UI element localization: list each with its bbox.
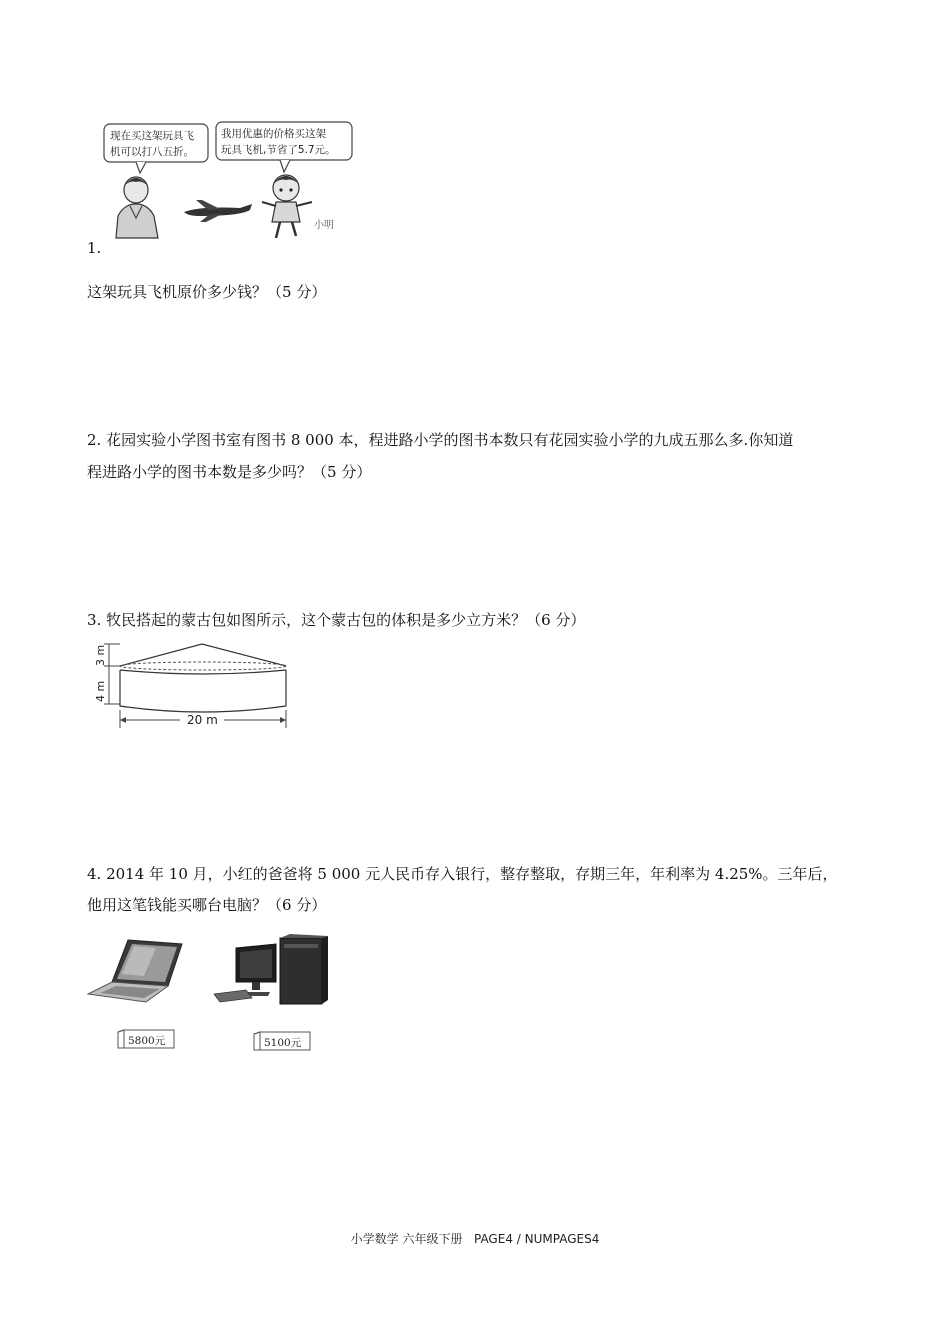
bubble-right-line2: 玩具飞机,节省了5.7元。 [221, 144, 336, 156]
q1-number: 1. [87, 239, 102, 257]
desktop-computer-icon [212, 934, 332, 1010]
desktop-price: 5100元 [264, 1037, 302, 1049]
boy-figure [116, 177, 158, 238]
speech-bubble-left [104, 124, 208, 173]
page-footer [0, 1230, 950, 1247]
footer-subject: 小学数学 六年级下册 [350, 1232, 463, 1246]
laptop-price-tag [114, 1028, 178, 1052]
q2-line1: 2. 花园实验小学图书室有图书 8 000 本，程进路小学的图书本数只有花园实验小学的九成五那么多.你知道 [87, 431, 794, 449]
q1-question: 这架玩具飞机原价多少钱？（5 分） [87, 283, 327, 301]
q3-line1: 3. 牧民搭起的蒙古包如图所示，这个蒙古包的体积是多少立方米？（6 分） [87, 611, 586, 629]
q1-illustration [100, 118, 362, 244]
q2-line2: 程进路小学的图书本数是多少吗？（5 分） [87, 463, 372, 481]
child-figure-xiaoming [262, 175, 312, 238]
yurt-diagram [90, 636, 292, 730]
footer-page-field: PAGE4 / NUMPAGES4 [473, 1232, 600, 1246]
bubble-left-line2: 机可以打八五折。 [110, 146, 194, 158]
bubble-left-line1: 现在买这架玩具飞 [110, 130, 194, 142]
laptop-price: 5800元 [128, 1035, 166, 1047]
yurt-cylinder [120, 670, 286, 712]
dim-diameter: 20 m [187, 713, 218, 727]
child-label: 小明 [314, 220, 334, 231]
airplane-icon [184, 200, 252, 222]
dim-cone-height: 3 m [94, 644, 107, 666]
bubble-right-line1: 我用优惠的价格买这架 [221, 128, 326, 140]
q4-line1: 4. 2014 年 10 月，小红的爸爸将 5 000 元人民币存入银行，整存整取，存期三年，年利率为 4.25%。三年后， [87, 865, 838, 883]
speech-bubble-right [216, 122, 352, 172]
q4-line2: 他用这笔钱能买哪台电脑？（6 分） [87, 896, 327, 914]
laptop-icon [86, 936, 190, 1008]
desktop-price-tag [250, 1030, 314, 1054]
dim-cylinder-height: 4 m [94, 680, 107, 702]
